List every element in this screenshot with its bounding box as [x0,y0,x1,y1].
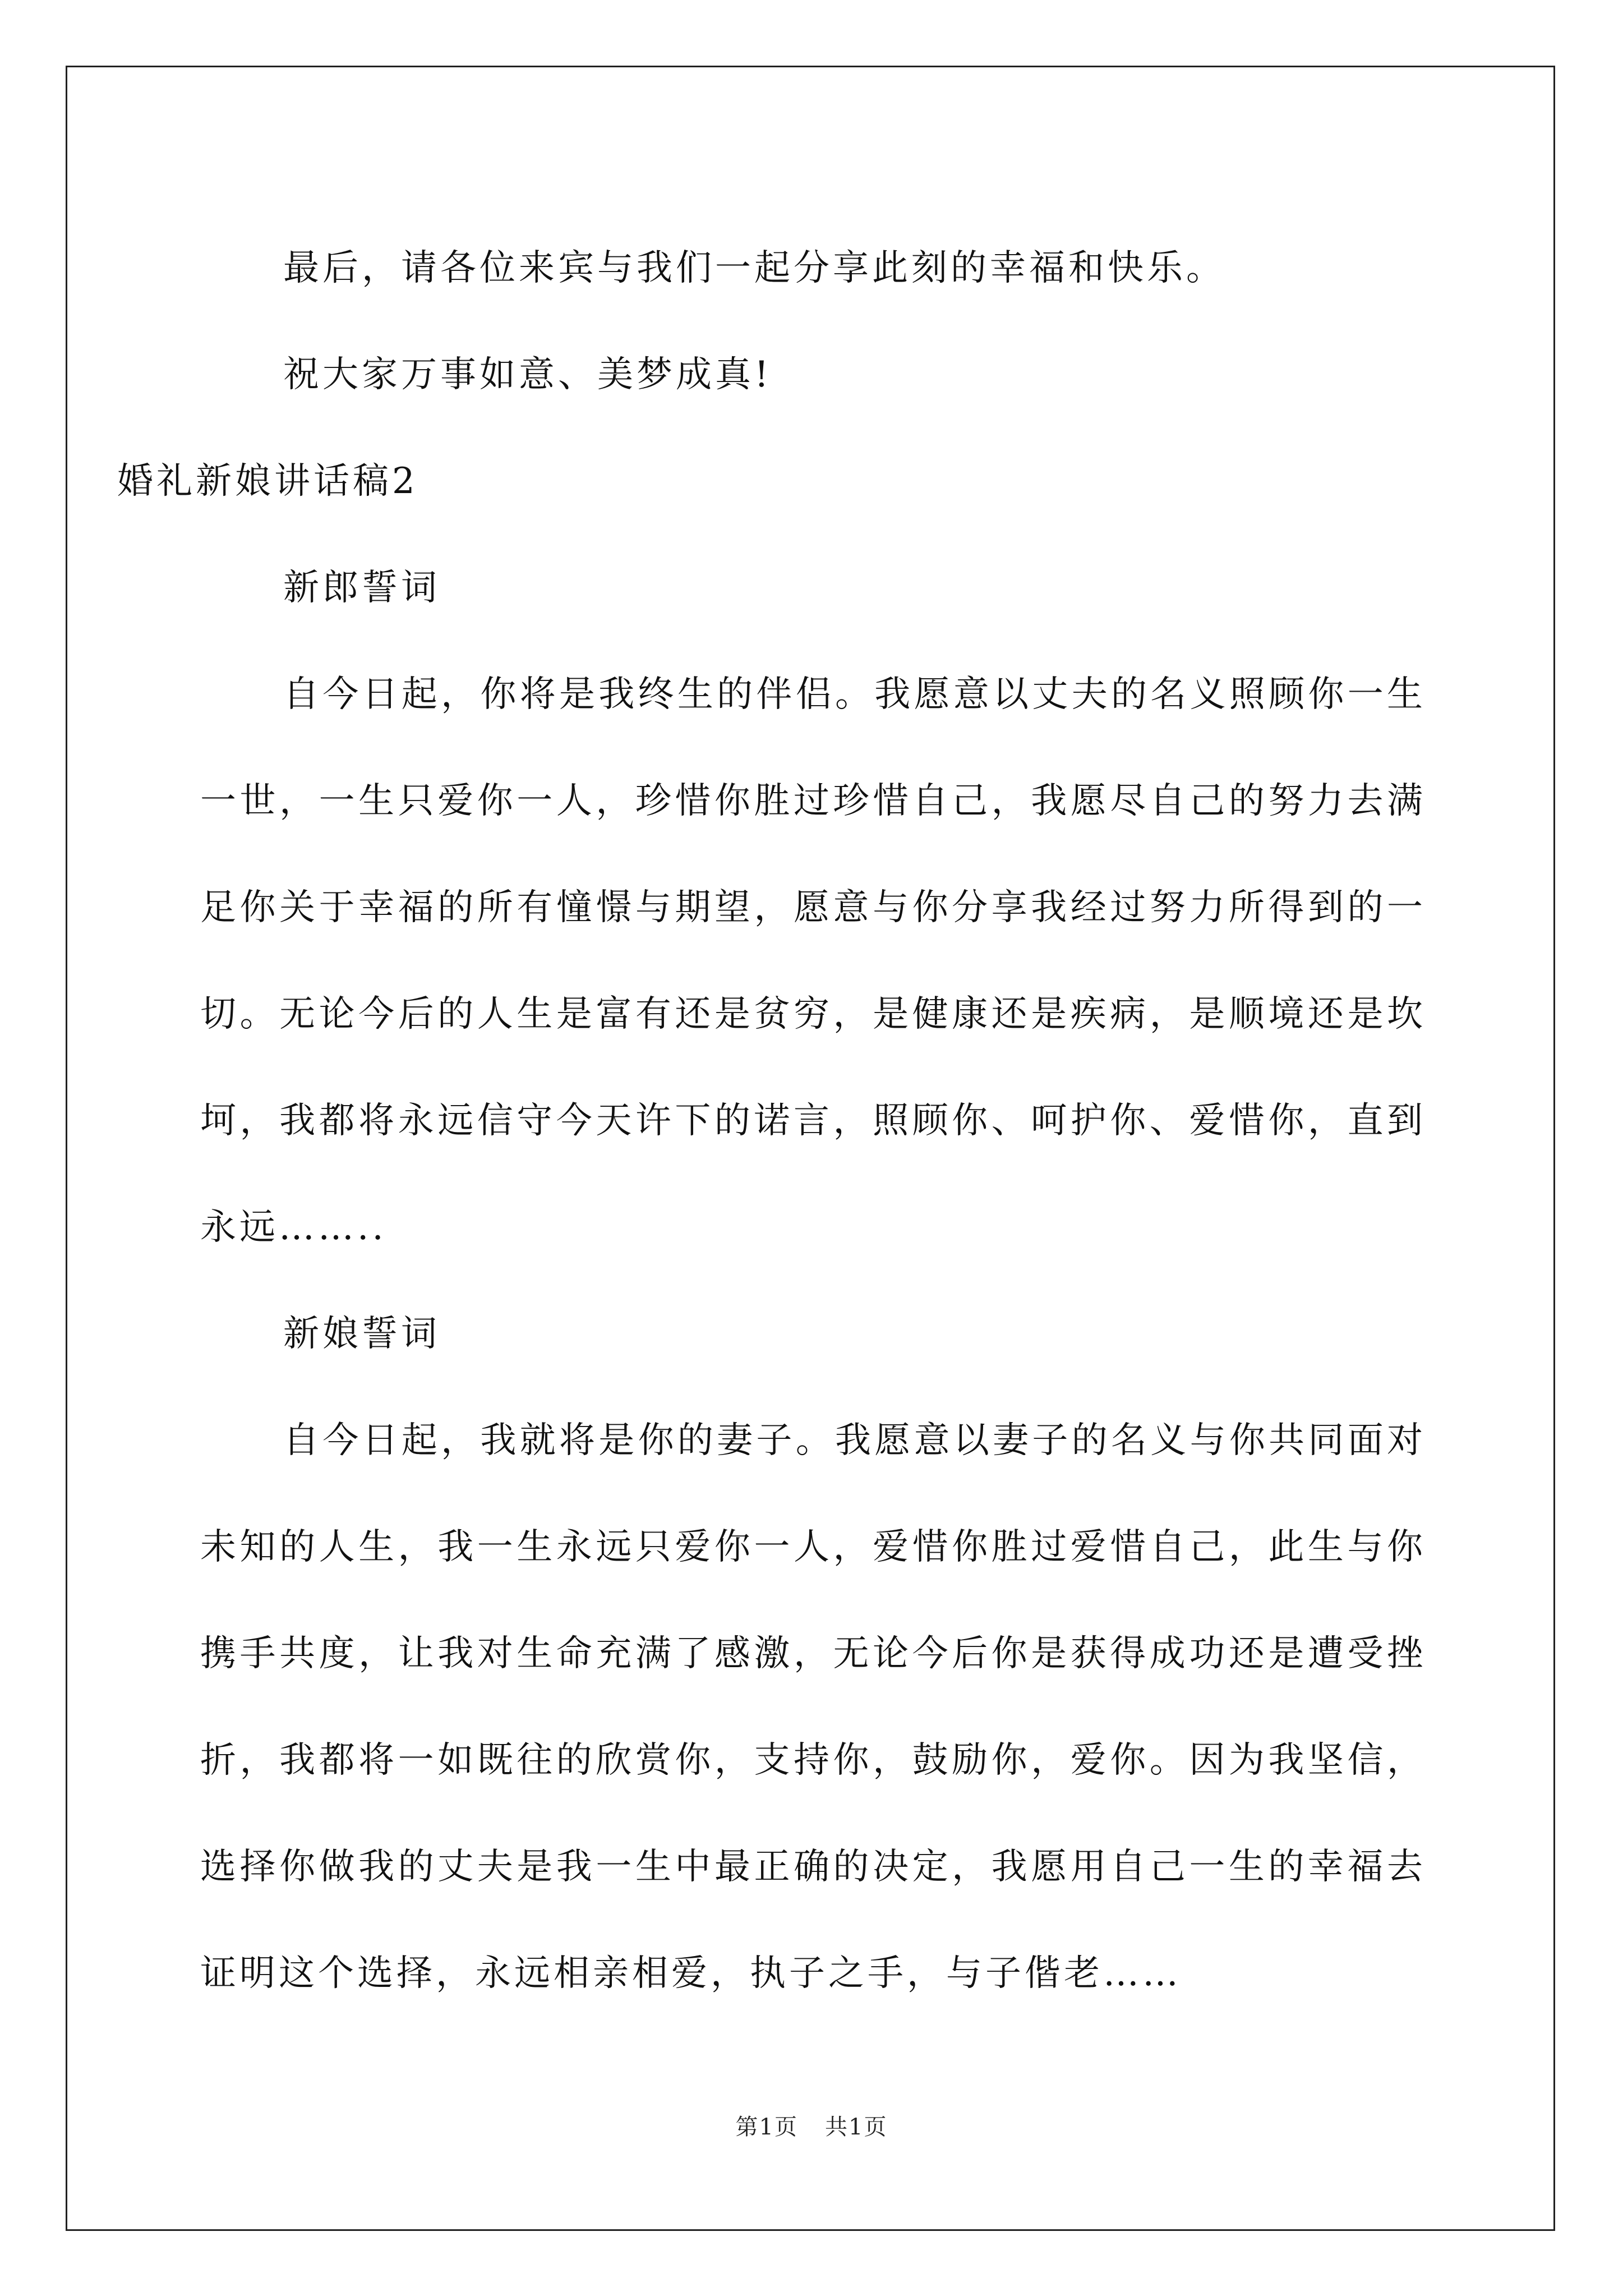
blessing-paragraph: 祝大家万事如意、美梦成真! [283,354,772,395]
groom-vow-heading: 新郎誓词 [283,567,440,609]
section-title: 婚礼新娘讲话稿2 [117,461,418,502]
closing-paragraph: 最后，请各位来宾与我们一起分享此刻的幸福和快乐。 [283,247,1225,289]
groom-vow-paragraph: 自今日起，你将是我终生的伴侣。我愿意以丈夫的名义照顾你一生一世，一生只爱你一人，珍惜你胜过珍惜自己，我愿尽自己的努力去满足你关于幸福的所有憧憬与期望，愿意与你分享我经过努力所得到的一切。无论今后的人生是富有还是贫穷，是健康还是疾病，是顺境还是坎坷，我都将永远信守今天许下的诺言，照顾你、呵护你、爱惜你，直到永远…….. [200,674,1426,1248]
page-number: 第1页 [735,2114,798,2140]
page-total: 共1页 [825,2114,888,2140]
bride-vow-paragraph: 自今日起，我就将是你的妻子。我愿意以妻子的名义与你共同面对未知的人生，我一生永远只爱你一人，爱惜你胜过爱惜自己，此生与你携手共度，让我对生命充满了感激，无论今后你是获得成功还是遭受挫折，我都将一如既往的欣赏你，支持你，鼓励你，爱你。因为我坚信，选择你做我的丈夫是我一生中最正确的决定，我愿用自己一生的幸福去证明这个选择，永远相亲相爱，执子之手，与子偕老…… [200,1420,1426,1994]
bride-vow-heading: 新娘誓词 [283,1313,440,1355]
page-footer [0,2110,1623,2144]
document-body [117,215,1426,2027]
